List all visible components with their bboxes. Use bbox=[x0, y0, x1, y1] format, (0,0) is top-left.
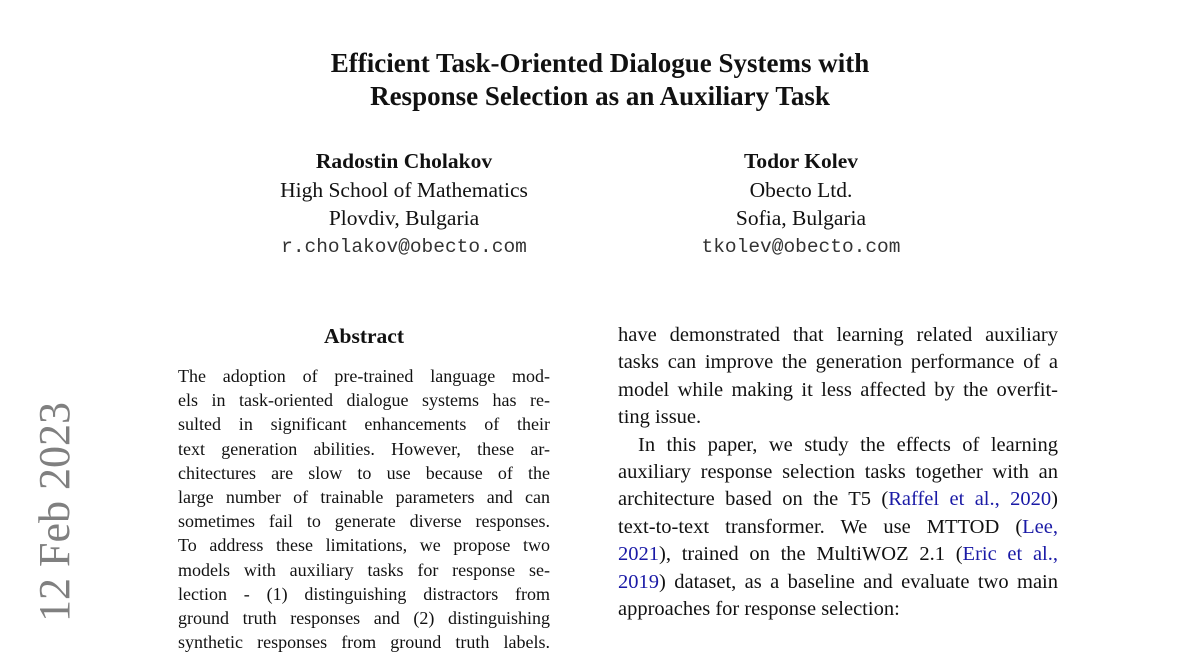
intro-line: auxiliary response selection tasks together with an bbox=[618, 461, 1058, 484]
citation-link-lee[interactable]: 2021 bbox=[618, 543, 659, 566]
author-affiliation: Obecto Ltd. bbox=[749, 177, 853, 202]
intro-line bbox=[618, 569, 1058, 596]
intro-line bbox=[618, 541, 1058, 568]
author-affiliation: High School of Mathematics bbox=[280, 177, 528, 202]
intro-paragraph-2 bbox=[618, 432, 1058, 624]
intro-paragraph-1 bbox=[618, 322, 1058, 432]
abstract-line: text generation abilities. However, these ar- bbox=[178, 438, 550, 459]
abstract-line: els in task-oriented dialogue systems has re- bbox=[178, 390, 550, 411]
citation-link-lee[interactable]: Lee, bbox=[1022, 515, 1058, 538]
abstract-line: sometimes fail to generate diverse responses. bbox=[178, 511, 550, 532]
intro-line bbox=[618, 514, 1058, 541]
intro-line bbox=[618, 486, 1058, 513]
intro-line: approaches for response selection: bbox=[618, 598, 900, 621]
abstract-heading: Abstract bbox=[323, 324, 404, 348]
intro-line: In this paper, we study the effects of learning bbox=[638, 433, 1058, 456]
abstract-text bbox=[178, 364, 550, 654]
author-block-kolev bbox=[591, 147, 1011, 261]
intro-text: architecture based on the T5 ( bbox=[618, 488, 889, 511]
paper-title bbox=[0, 47, 1200, 113]
author-name: Todor Kolev bbox=[743, 149, 859, 173]
abstract-line: synthetic responses from ground truth labels. bbox=[178, 632, 550, 653]
citation-link-eric[interactable]: Eric et al., bbox=[962, 543, 1059, 566]
abstract-line: lection - (1) distinguishing distractors from bbox=[178, 583, 550, 604]
intro-text: text-to-text transformer. We use MTTOD ( bbox=[618, 515, 1023, 538]
abstract-line: To address these limitations, we propose two bbox=[178, 535, 550, 556]
citation-link-raffel[interactable]: Raffel et al., 2020 bbox=[888, 488, 1052, 511]
author-name: Radostin Cholakov bbox=[315, 149, 493, 173]
citation-link-eric[interactable]: 2019 bbox=[618, 570, 659, 593]
author-email[interactable]: r.cholakov@obecto.com bbox=[281, 235, 527, 258]
author-location: Plovdiv, Bulgaria bbox=[328, 206, 480, 230]
abstract-line: large number of trainable parameters and can bbox=[178, 487, 550, 508]
abstract-line: ground truth responses and (2) distinguishing bbox=[178, 608, 550, 629]
intro-line: ting issue. bbox=[618, 406, 702, 429]
author-email[interactable]: tkolev@obecto.com bbox=[701, 235, 901, 258]
intro-text: ) dataset, as a baseline and evaluate two main bbox=[659, 570, 1058, 593]
arxiv-date-stamp: 12 Feb 2023 bbox=[30, 402, 79, 622]
abstract-line: The adoption of pre-trained language mod- bbox=[178, 366, 550, 386]
abstract-line: sulted in significant enhancements of their bbox=[178, 414, 550, 435]
author-block-cholakov bbox=[194, 147, 614, 261]
intro-line: model while making it less affected by the overfit- bbox=[618, 378, 1058, 401]
intro-text: ), trained on the MultiWOZ 2.1 ( bbox=[659, 543, 963, 566]
author-location: Sofia, Bulgaria bbox=[735, 206, 867, 230]
title-line-2: Response Selection as an Auxiliary Task bbox=[370, 81, 830, 111]
abstract-line: chitectures are slow to use because of the bbox=[178, 462, 550, 483]
intro-text: ) bbox=[1051, 488, 1058, 511]
abstract-line: models with auxiliary tasks for response se- bbox=[178, 559, 550, 580]
intro-line: tasks can improve the generation performance of a bbox=[618, 351, 1058, 374]
title-line-1: Efficient Task-Oriented Dialogue Systems with bbox=[330, 48, 870, 78]
intro-line: have demonstrated that learning related auxiliary bbox=[618, 324, 1058, 346]
introduction-column bbox=[618, 322, 1058, 623]
